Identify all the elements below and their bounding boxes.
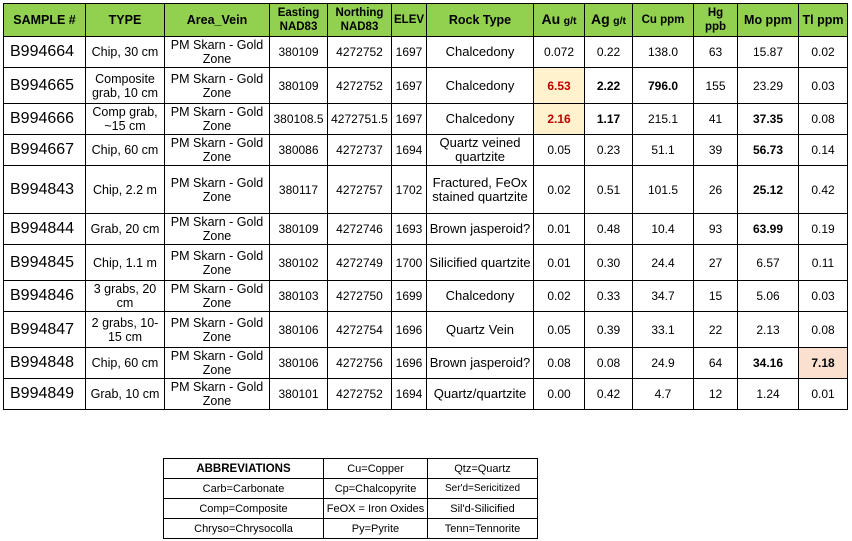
ag-symbol: Ag [591, 11, 610, 27]
col-header-tl: Tl ppm [799, 4, 848, 37]
easting-cell: 380117 [270, 166, 328, 214]
col-header-type: TYPE [86, 4, 165, 37]
cu-cell: 24.4 [633, 245, 694, 281]
hg-cell: 63 [694, 37, 738, 68]
table-row [4, 135, 848, 166]
elev-cell: 1697 [392, 68, 427, 104]
abbreviations-row [164, 499, 538, 519]
tl-cell: 0.03 [799, 68, 848, 104]
table-row [4, 68, 848, 104]
easting-cell: 380106 [270, 312, 328, 348]
mo-cell: 1.24 [738, 379, 799, 410]
mo-cell: 5.06 [738, 281, 799, 312]
type-cell: Chip, 60 cm [86, 135, 165, 166]
tl-cell: 0.42 [799, 166, 848, 214]
mo-cell: 25.12 [738, 166, 799, 214]
abbr-cell: Cp=Chalcopyrite [324, 479, 428, 499]
tl-cell: 0.08 [799, 104, 848, 135]
easting-line1: Easting [277, 7, 320, 19]
hg-cell: 64 [694, 348, 738, 379]
col-header-elev: ELEV [392, 4, 427, 37]
ag-unit: g/t [613, 15, 626, 27]
tl-cell: 0.19 [799, 214, 848, 245]
elev-cell: 1699 [392, 281, 427, 312]
sample-cell: B994843 [4, 166, 86, 214]
au-cell: 0.02 [534, 166, 585, 214]
col-header-sample: SAMPLE # [4, 4, 86, 37]
easting-cell: 380103 [270, 281, 328, 312]
type-cell: Grab, 20 cm [86, 214, 165, 245]
ag-cell: 0.33 [585, 281, 633, 312]
au-cell: 0.05 [534, 135, 585, 166]
table-row [4, 312, 848, 348]
cu-cell: 4.7 [633, 379, 694, 410]
col-header-ag [585, 4, 633, 37]
ag-cell: 1.17 [585, 104, 633, 135]
cu-cell: 10.4 [633, 214, 694, 245]
type-cell: Chip, 2.2 m [86, 166, 165, 214]
mo-cell: 23.29 [738, 68, 799, 104]
ag-cell: 0.48 [585, 214, 633, 245]
tl-cell: 0.02 [799, 37, 848, 68]
rock-type-cell: Chalcedony [427, 37, 534, 68]
ag-cell: 0.23 [585, 135, 633, 166]
area-cell: PM Skarn - Gold Zone [165, 245, 270, 281]
table-row [4, 245, 848, 281]
cu-cell: 34.7 [633, 281, 694, 312]
rock-type-cell: Brown jasperoid? [427, 348, 534, 379]
au-symbol: Au [541, 11, 561, 27]
mo-cell: 56.73 [738, 135, 799, 166]
type-cell: 3 grabs, 20 cm [86, 281, 165, 312]
northing-cell: 4272749 [328, 245, 392, 281]
au-unit: g/t [563, 15, 577, 27]
sample-cell: B994665 [4, 68, 86, 104]
northing-cell: 4272750 [328, 281, 392, 312]
rock-type-cell: Quartz Vein [427, 312, 534, 348]
sample-cell: B994845 [4, 245, 86, 281]
col-header-mo: Mo ppm [738, 4, 799, 37]
northing-cell: 4272754 [328, 312, 392, 348]
mo-cell: 63.99 [738, 214, 799, 245]
northing-line2: NAD83 [340, 21, 379, 33]
hg-cell: 41 [694, 104, 738, 135]
table-row [4, 104, 848, 135]
tl-cell: 0.03 [799, 281, 848, 312]
hg-cell: 39 [694, 135, 738, 166]
au-cell: 6.53 [534, 68, 585, 104]
type-cell: Chip, 60 cm [86, 348, 165, 379]
mo-cell: 2.13 [738, 312, 799, 348]
northing-cell: 4272752 [328, 379, 392, 410]
rock-type-cell: Chalcedony [427, 68, 534, 104]
rock-type-cell: Silicified quartzite [427, 245, 534, 281]
easting-cell: 380109 [270, 37, 328, 68]
table-body [4, 37, 848, 410]
type-cell: 2 grabs, 10-15 cm [86, 312, 165, 348]
cu-cell: 215.1 [633, 104, 694, 135]
mo-cell: 37.35 [738, 104, 799, 135]
hg-cell: 12 [694, 379, 738, 410]
elev-cell: 1693 [392, 214, 427, 245]
easting-cell: 380109 [270, 214, 328, 245]
sample-cell: B994844 [4, 214, 86, 245]
table-row [4, 214, 848, 245]
area-cell: PM Skarn - Gold Zone [165, 68, 270, 104]
elev-cell: 1700 [392, 245, 427, 281]
au-cell: 0.02 [534, 281, 585, 312]
easting-cell: 380086 [270, 135, 328, 166]
mo-cell: 15.87 [738, 37, 799, 68]
cu-cell: 796.0 [633, 68, 694, 104]
elev-cell: 1697 [392, 104, 427, 135]
sample-cell: B994666 [4, 104, 86, 135]
sample-cell: B994846 [4, 281, 86, 312]
abbreviations-title: ABBREVIATIONS [164, 459, 324, 479]
abbreviations-table [163, 458, 538, 539]
northing-cell: 4272752 [328, 37, 392, 68]
hg-cell: 27 [694, 245, 738, 281]
rock-type-cell: Brown jasperoid? [427, 214, 534, 245]
au-cell: 0.08 [534, 348, 585, 379]
elev-cell: 1696 [392, 312, 427, 348]
northing-cell: 4272756 [328, 348, 392, 379]
sample-cell: B994847 [4, 312, 86, 348]
rock-type-cell: Fractured, FeOx stained quartzite [427, 166, 534, 214]
area-cell: PM Skarn - Gold Zone [165, 348, 270, 379]
abbr-cell: Qtz=Quartz [428, 459, 538, 479]
ag-cell: 0.08 [585, 348, 633, 379]
sample-cell: B994849 [4, 379, 86, 410]
cu-cell: 101.5 [633, 166, 694, 214]
northing-cell: 4272737 [328, 135, 392, 166]
col-header-au [534, 4, 585, 37]
northing-cell: 4272757 [328, 166, 392, 214]
sample-cell: B994667 [4, 135, 86, 166]
tl-cell: 7.18 [799, 348, 848, 379]
table-row [4, 379, 848, 410]
area-cell: PM Skarn - Gold Zone [165, 214, 270, 245]
northing-line1: Northing [335, 7, 384, 19]
cu-cell: 51.1 [633, 135, 694, 166]
easting-cell: 380109 [270, 68, 328, 104]
abbr-cell: Ser'd=Sericitized [428, 479, 538, 499]
assay-results-table [3, 3, 848, 410]
abbreviations-row [164, 519, 538, 539]
elev-cell: 1697 [392, 37, 427, 68]
area-cell: PM Skarn - Gold Zone [165, 281, 270, 312]
rock-type-cell: Quartz veined quartzite [427, 135, 534, 166]
easting-cell: 380108.5 [270, 104, 328, 135]
rock-type-cell: Chalcedony [427, 104, 534, 135]
col-header-cu: Cu ppm [633, 4, 694, 37]
au-cell: 0.01 [534, 214, 585, 245]
mo-cell: 6.57 [738, 245, 799, 281]
elev-cell: 1702 [392, 166, 427, 214]
table-row [4, 348, 848, 379]
table-row [4, 37, 848, 68]
abbr-cell: Tenn=Tennorite [428, 519, 538, 539]
cu-cell: 138.0 [633, 37, 694, 68]
easting-cell: 380101 [270, 379, 328, 410]
rock-type-cell: Chalcedony [427, 281, 534, 312]
abbr-cell: FeOX = Iron Oxides [324, 499, 428, 519]
elev-cell: 1696 [392, 348, 427, 379]
hg-cell: 22 [694, 312, 738, 348]
abbr-cell: Comp=Composite [164, 499, 324, 519]
ag-cell: 0.42 [585, 379, 633, 410]
area-cell: PM Skarn - Gold Zone [165, 37, 270, 68]
easting-cell: 380106 [270, 348, 328, 379]
col-header-rock: Rock Type [427, 4, 534, 37]
area-cell: PM Skarn - Gold Zone [165, 379, 270, 410]
easting-cell: 380102 [270, 245, 328, 281]
northing-cell: 4272752 [328, 68, 392, 104]
au-cell: 2.16 [534, 104, 585, 135]
mo-cell: 34.16 [738, 348, 799, 379]
abbreviations-row [164, 479, 538, 499]
area-cell: PM Skarn - Gold Zone [165, 104, 270, 135]
area-cell: PM Skarn - Gold Zone [165, 135, 270, 166]
table-row [4, 166, 848, 214]
abbr-cell: Chryso=Chrysocolla [164, 519, 324, 539]
ag-cell: 0.51 [585, 166, 633, 214]
hg-cell: 93 [694, 214, 738, 245]
type-cell: Composite grab, 10 cm [86, 68, 165, 104]
au-cell: 0.05 [534, 312, 585, 348]
type-cell: Chip, 1.1 m [86, 245, 165, 281]
col-header-easting [270, 4, 328, 37]
elev-cell: 1694 [392, 379, 427, 410]
ag-cell: 0.39 [585, 312, 633, 348]
table-row [4, 281, 848, 312]
ag-cell: 0.22 [585, 37, 633, 68]
hg-cell: 155 [694, 68, 738, 104]
tl-cell: 0.08 [799, 312, 848, 348]
cu-cell: 33.1 [633, 312, 694, 348]
au-cell: 0.00 [534, 379, 585, 410]
abbr-cell: Carb=Carbonate [164, 479, 324, 499]
col-header-area: Area_Vein [165, 4, 270, 37]
au-cell: 0.072 [534, 37, 585, 68]
ag-cell: 2.22 [585, 68, 633, 104]
sample-cell: B994848 [4, 348, 86, 379]
tl-cell: 0.14 [799, 135, 848, 166]
northing-cell: 4272751.5 [328, 104, 392, 135]
elev-cell: 1694 [392, 135, 427, 166]
type-cell: Chip, 30 cm [86, 37, 165, 68]
area-cell: PM Skarn - Gold Zone [165, 166, 270, 214]
tl-cell: 0.01 [799, 379, 848, 410]
rock-type-cell: Quartz/quartzite [427, 379, 534, 410]
hg-cell: 15 [694, 281, 738, 312]
au-cell: 0.01 [534, 245, 585, 281]
sample-cell: B994664 [4, 37, 86, 68]
col-header-northing [328, 4, 392, 37]
hg-cell: 26 [694, 166, 738, 214]
abbr-cell: Py=Pyrite [324, 519, 428, 539]
ag-cell: 0.30 [585, 245, 633, 281]
northing-cell: 4272746 [328, 214, 392, 245]
easting-line2: NAD83 [279, 21, 318, 33]
abbr-cell: Cu=Copper [324, 459, 428, 479]
area-cell: PM Skarn - Gold Zone [165, 312, 270, 348]
abbreviations-title-row [164, 459, 538, 479]
header-row [4, 4, 848, 37]
type-cell: Comp grab, ~15 cm [86, 104, 165, 135]
tl-cell: 0.11 [799, 245, 848, 281]
cu-cell: 24.9 [633, 348, 694, 379]
col-header-hg: Hg ppb [694, 4, 738, 37]
type-cell: Grab, 10 cm [86, 379, 165, 410]
abbr-cell: Sil'd-Silicified [428, 499, 538, 519]
